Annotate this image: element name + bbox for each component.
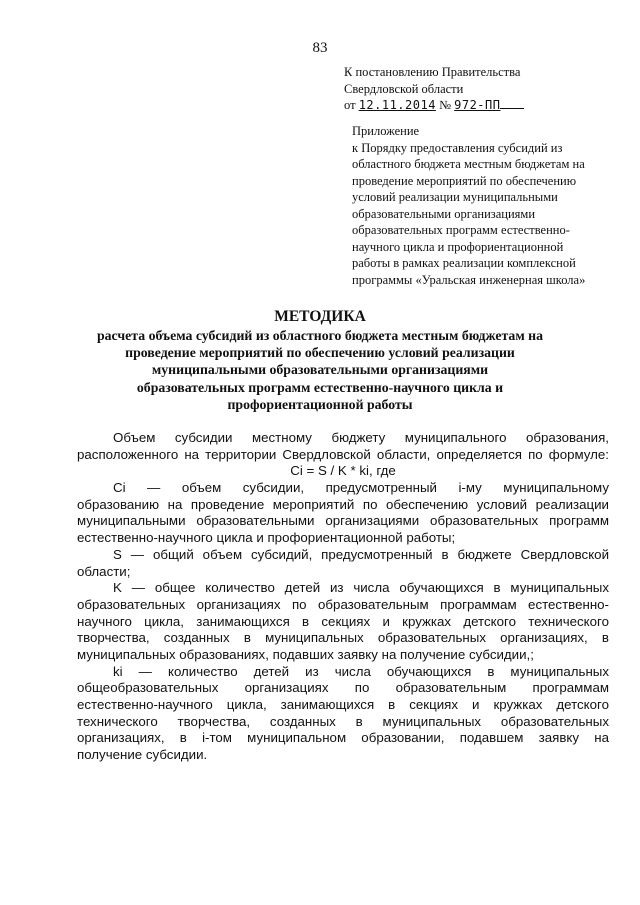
appendix-line: работы в рамках реализации комплексной [352, 256, 576, 270]
body-line: научного цикла, занимающихся в секциях и кружках детского технического [77, 613, 609, 629]
from-prefix: от [344, 98, 356, 112]
body-line: области; [77, 563, 131, 579]
appendix-line: программы «Уральская инженерная школа» [352, 272, 586, 287]
resolution-number: 972-ПП [454, 98, 501, 112]
appendix-line: к Порядку предоставления субсидий из [352, 140, 563, 155]
body-line: муниципальными образовательными организациями образовательных программ [77, 513, 609, 529]
body-line: получение субсидии. [77, 747, 208, 763]
subtitle-line: образовательных программ естественно-научного цикла и [136, 379, 504, 395]
body-line: естественно-научного цикла и профориентационной работы; [77, 530, 456, 546]
appendix-line: областного бюджета местным бюджетам на [352, 157, 585, 171]
body-line: ki — количество детей из числа обучающихся в муниципальных [113, 663, 609, 679]
body-line: расположенного на территории Свердловской области, определяется по формуле: [77, 446, 609, 462]
body-line: общеобразовательных организациях по образовательным программам [77, 680, 609, 696]
appendix-line: образовательных программ естественно- [352, 223, 570, 237]
subtitle-line: проведение мероприятий по обеспечению условий реализации [125, 345, 515, 361]
header-line-1: К постановлению Правительства [344, 65, 521, 79]
body-line: образованию на проведение мероприятий по обеспечению условий реализации [77, 496, 609, 512]
page-number: 83 [312, 40, 328, 56]
header-date-line [344, 97, 614, 114]
resolution-date: 12.11.2014 [358, 98, 436, 112]
number-underline [500, 108, 524, 109]
subtitle-line: расчета объема субсидий из областного бюджета местным бюджетам на [96, 328, 544, 343]
body-line: организациях, в i-том муниципальном образовании, подавшем заявку на [77, 730, 609, 746]
formula-line: Ci = S / K * ki, где [290, 463, 396, 479]
body-line: S — общий объем субсидий, предусмотренный в бюджете Свердловской [113, 546, 609, 562]
document-body [77, 430, 609, 764]
body-line: творчества, созданных в муниципальных образовательных организациях, в [77, 630, 609, 646]
subtitle-line: профориентационной работы [227, 396, 413, 412]
resolution-header [344, 64, 614, 114]
appendix-line: проведение мероприятий по обеспечению [352, 173, 577, 188]
document-subtitle [40, 327, 600, 413]
number-sign: № [439, 98, 451, 112]
body-line: Ci — объем субсидии, предусмотренный i-му муниципальному [113, 480, 609, 496]
body-line: Объем субсидии местному бюджету муниципального образования, [113, 430, 609, 445]
header-line-2: Свердловской области [344, 81, 464, 96]
body-line: муниципальных образованиях, подавших заявку на получение субсидии,; [77, 646, 534, 662]
body-line: K — общее количество детей из числа обучающихся в муниципальных [113, 580, 609, 596]
appendix-line: условий реализации муниципальными [352, 190, 558, 204]
body-line: образовательных организациях по образовательным программам естественно- [77, 596, 609, 612]
document-title: МЕТОДИКА [274, 308, 366, 325]
subtitle-line: муниципальными образовательными организациями [151, 362, 489, 378]
body-line: технического творчества, созданных в муниципальных образовательных [77, 713, 609, 729]
body-line: естественно-научного цикла, занимающихся в секциях и кружках детского [77, 697, 609, 712]
appendix-block [352, 123, 614, 288]
appendix-line: научного цикла и профориентационной [352, 239, 564, 254]
appendix-line: Приложение [352, 124, 420, 138]
appendix-line: образовательными организациями [352, 206, 536, 221]
